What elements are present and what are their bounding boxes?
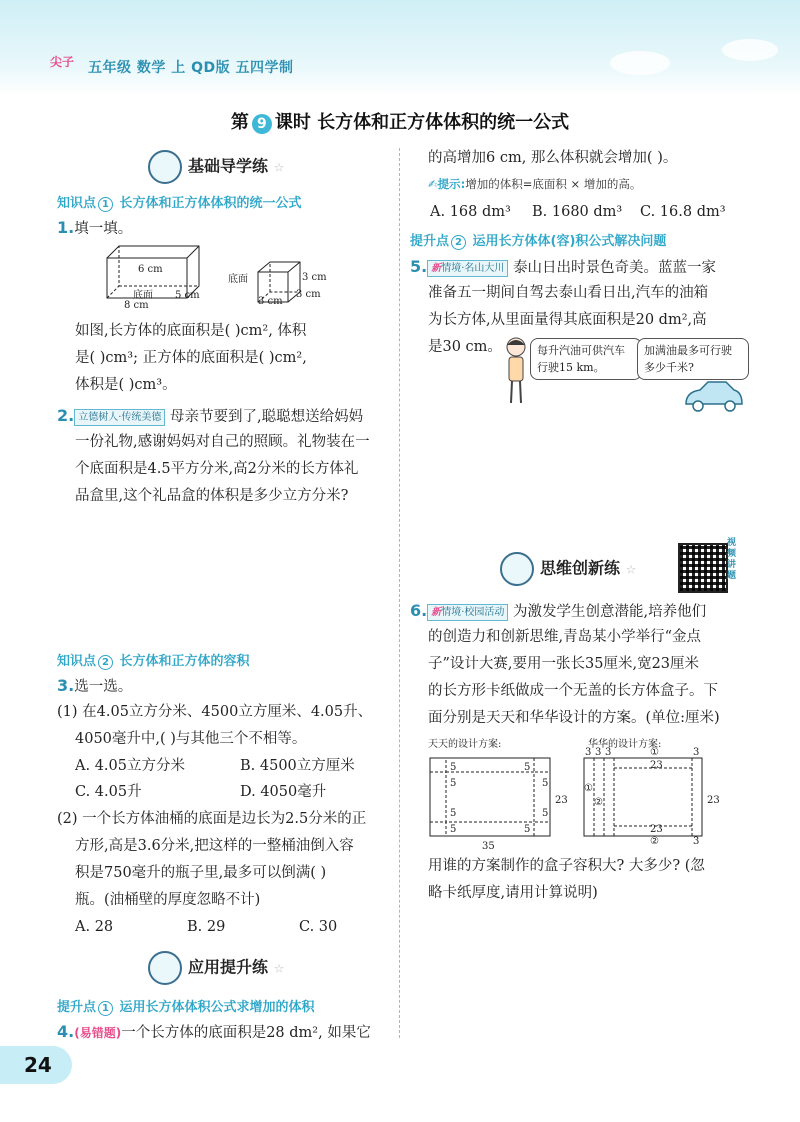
question-5-line-2: 准备五一期间自驾去泰山看日出,汽车的油箱	[428, 285, 709, 301]
option-a[interactable]: A. 168 dm³	[430, 204, 511, 220]
cube-edge-a-label: 3 cm	[302, 272, 327, 283]
cube-edge-b-label: 3 cm	[296, 289, 321, 300]
question-3-part-2-line-4: 瓶。(油桶壁的厚度忽略不计)	[75, 892, 261, 908]
question-3-stem: 3.选一选。	[57, 676, 133, 695]
question-3-part-1-line-2: 4050毫升中,( )与其他三个不相等。	[75, 731, 307, 747]
option-b[interactable]: B. 4500立方厘米	[240, 758, 355, 774]
design-a-diagram	[428, 750, 568, 845]
corner-label: 5	[542, 778, 549, 789]
question-2-line-4: 品盒里,这个礼品盒的体积是多少立方分米?	[75, 488, 349, 504]
corner-label: 5	[524, 824, 531, 835]
question-2-line-1: 2. 立德树人·传统美德 母亲节要到了,聪聪想送给妈妈	[57, 406, 364, 425]
lesson-title: 第 9 课时 长方体和正方体体积的统一公式	[230, 112, 570, 133]
qr-code-icon[interactable]	[678, 543, 728, 593]
cube-base-label: 底面	[228, 274, 248, 285]
star-icon: ☆	[273, 160, 285, 175]
question-1-line-3: 体积是( )cm³。	[75, 377, 177, 393]
option-b[interactable]: B. 29	[187, 919, 226, 935]
question-5-line-1: 5. 新情境·名山大川 泰山日出时景色奇美。蓝蓝一家	[410, 257, 717, 276]
design-b-top-width-label: 23	[650, 760, 663, 771]
corner-label: 5	[450, 824, 457, 835]
corner-label: 5	[450, 778, 457, 789]
corner-label: 5	[450, 808, 457, 819]
question-2-line-2: 一份礼物,感谢妈妈对自己的照顾。礼物装在一	[75, 434, 370, 450]
section-think: 思维创新练 ☆	[500, 552, 636, 586]
option-c[interactable]: C. 16.8 dm³	[640, 204, 726, 220]
page-number: 24	[0, 1046, 72, 1084]
option-c[interactable]: C. 4.05升	[75, 784, 142, 800]
question-6-line-2: 的创造力和创新思维,青岛某小学举行“金点	[428, 629, 702, 645]
question-6-line-3: 子”设计大赛,要用一张长35厘米,宽23厘米	[428, 656, 700, 672]
speech-bubble-left: 每升汽油可供汽车行驶15 km。	[530, 338, 642, 380]
design-a-height-label: 23	[555, 795, 568, 806]
strip-label: 3	[693, 836, 700, 847]
cuboid-length-label: 8 cm	[124, 300, 149, 311]
question-6-line-1: 6. 新情境·校园活动 为激发学生创意潜能,培养他们	[410, 601, 707, 620]
option-a[interactable]: A. 28	[75, 919, 114, 935]
design-b-bottom-width-label: 23	[650, 824, 663, 835]
question-1-line-1: 如图,长方体的底面积是( )cm², 体积	[75, 323, 307, 339]
tag-moral: 立德树人·传统美德	[74, 409, 165, 426]
question-6-line-5: 面分别是天天和华华设计的方案。(单位:厘米)	[428, 710, 720, 726]
design-a-width-label: 35	[482, 841, 495, 852]
cube-edge-c-label: 3 cm	[258, 296, 283, 307]
cuboid-base-label: 底面	[133, 290, 153, 301]
corner-label: 5	[450, 762, 457, 773]
option-b[interactable]: B. 1680 dm³	[532, 204, 623, 220]
marker-1-label: ①	[650, 747, 659, 758]
series-logo: 尖子	[50, 55, 75, 69]
girl-illustration-icon	[500, 335, 532, 407]
knowledge-point-2: 知识点 2 长方体和正方体的容积	[57, 654, 250, 669]
mascot-icon	[148, 150, 182, 184]
knowledge-point-1: 知识点 1 长方体和正方体体积的统一公式	[57, 196, 302, 211]
question-4-hint: ✍提示:增加的体积=底面积 × 增加的高。	[428, 177, 642, 191]
question-6-ask-line-1: 用谁的方案制作的盒子容积大? 大多少? (忽	[428, 858, 705, 874]
question-1-line-2: 是( )cm³; 正方体的底面积是( )cm²,	[75, 350, 307, 366]
lesson-number: 9	[252, 114, 272, 134]
tag-scenario: 新情境·名山大川	[427, 260, 508, 277]
star-icon: ☆	[273, 961, 285, 976]
corner-label: 5	[542, 808, 549, 819]
question-5-line-3: 为长方体,从里面量得其底面积是20 dm²,高	[428, 312, 707, 328]
cuboid-height-label: 6 cm	[138, 264, 163, 275]
corner-label: 5	[524, 762, 531, 773]
question-5-line-4: 是30 cm。	[428, 339, 502, 355]
upgrade-point-2: 提升点 2 运用长方体体(容)积公式解决问题	[410, 234, 667, 249]
column-divider	[399, 148, 400, 1038]
cuboid-width-label: 5 cm	[175, 290, 200, 301]
design-b-height-label: 23	[707, 795, 720, 806]
upgrade-point-1: 提升点 1 运用长方体体积公式求增加的体积	[57, 1000, 315, 1015]
marker-2-label: ②	[650, 836, 659, 847]
marker-2-label: ②	[594, 797, 603, 808]
mascot-icon	[148, 951, 182, 985]
star-icon: ☆	[625, 562, 637, 577]
question-3-part-1-line-1: (1) 在4.05立方分米、4500立方厘米、4.05升、	[57, 704, 373, 720]
strip-label: 3	[595, 747, 602, 758]
design-b-caption: 华华的设计方案:	[588, 739, 662, 750]
mascot-icon	[500, 552, 534, 586]
tag-scenario: 新情境·校园活动	[427, 604, 508, 621]
question-3-part-2-line-3: 积是750毫升的瓶子里,最多可以倒满( )	[75, 865, 327, 881]
option-d[interactable]: D. 4050毫升	[240, 784, 327, 800]
question-1-stem: 1.填一填。	[57, 218, 133, 237]
marker-1-label: ①	[584, 783, 593, 794]
strip-label: 3	[605, 747, 612, 758]
question-4-line-2: 的高增加6 cm, 那么体积就会增加( )。	[428, 150, 678, 166]
car-illustration-icon	[682, 378, 744, 414]
speech-bubble-right: 加满油最多可行驶多少千米?	[637, 338, 749, 380]
section-apply: 应用提升练 ☆	[148, 951, 284, 985]
section-basic: 基础导学练 ☆	[148, 150, 284, 184]
question-4-line-1: 4.(易错题)一个长方体的底面积是28 dm², 如果它	[57, 1022, 371, 1041]
question-6-ask-line-2: 略卡纸厚度,请用计算说明)	[428, 885, 598, 901]
question-6-line-4: 的长方形卡纸做成一个无盖的长方体盒子。下	[428, 683, 718, 699]
book-info: 五年级 数学 上 QD版 五四学制	[88, 60, 294, 76]
option-c[interactable]: C. 30	[299, 919, 338, 935]
question-2-line-3: 个底面积是4.5平方分米,高2分米的长方体礼	[75, 461, 359, 477]
cuboid-diagram	[95, 240, 225, 310]
option-a[interactable]: A. 4.05立方分米	[75, 758, 185, 774]
question-3-part-2-line-1: (2) 一个长方体油桶的底面是边长为2.5分米的正	[57, 811, 367, 827]
question-3-part-2-line-2: 方形,高是3.6分米,把这样的一整桶油倒入容	[75, 838, 354, 854]
video-explain-label: 视频讲题	[727, 538, 737, 581]
design-a-caption: 天天的设计方案:	[428, 739, 502, 750]
cloud-decoration-icon	[600, 25, 790, 80]
strip-label: 3	[585, 747, 592, 758]
strip-label: 3	[693, 747, 700, 758]
